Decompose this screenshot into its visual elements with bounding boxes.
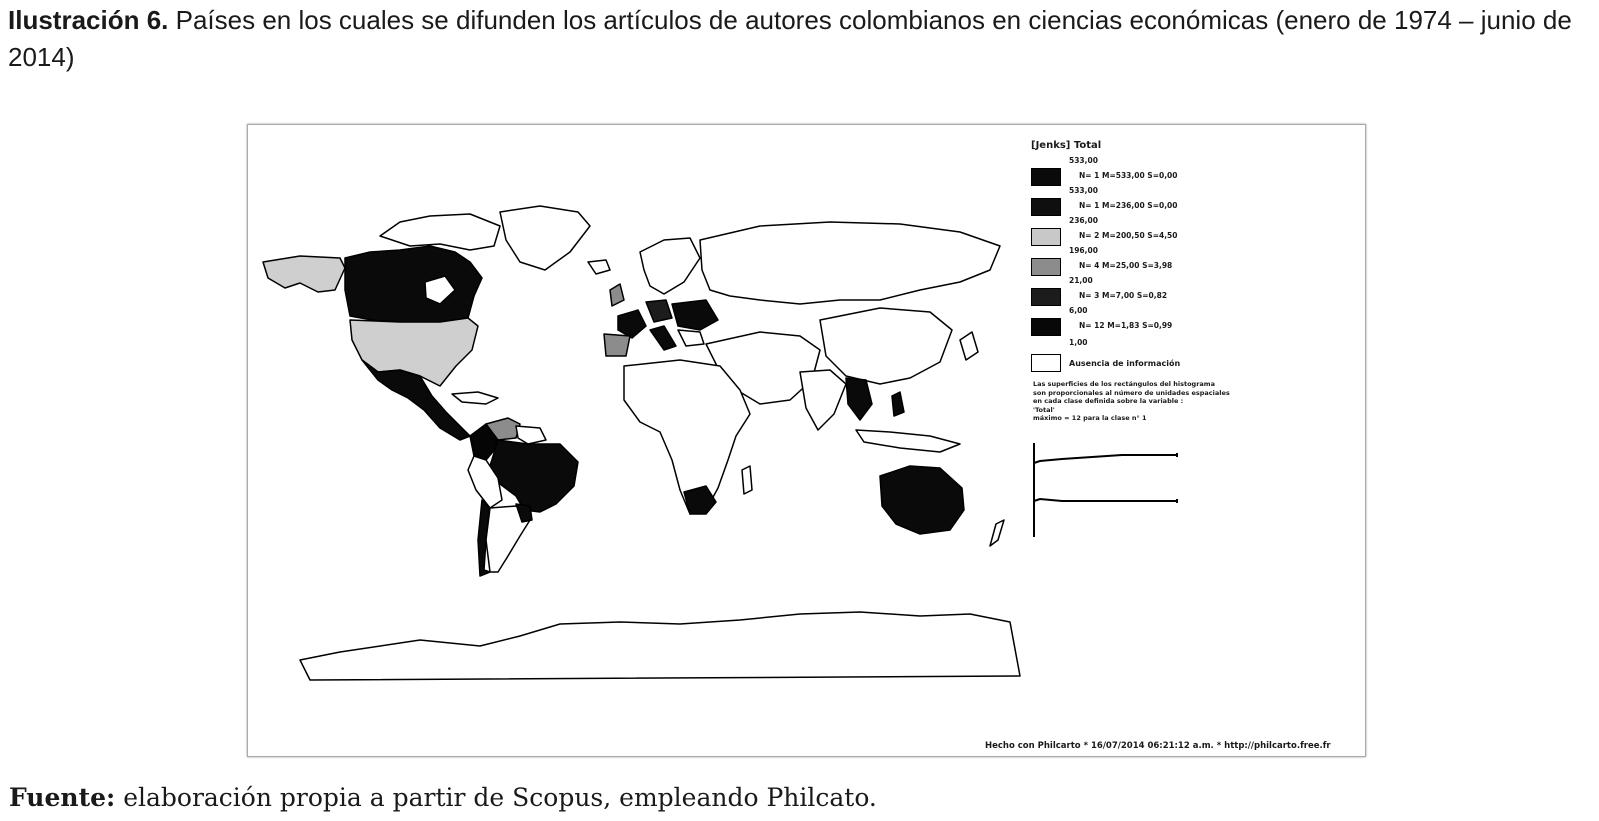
legend-class-4-stats: N= 4 M=25,00 S=3,98 (1079, 261, 1173, 270)
legend-class-6-stats: N= 12 M=1,83 S=0,99 (1079, 321, 1173, 330)
source-label: Fuente: (9, 783, 116, 812)
legend-class-5 (1031, 276, 1351, 320)
legend-absent-label: Ausencia de información (1069, 359, 1181, 368)
region-uk (610, 284, 624, 306)
legend-class-6 (1031, 306, 1351, 350)
legend-lower-bound: 1,00 (1069, 338, 1088, 347)
legend-class-5-swatch (1031, 288, 1061, 306)
legend-class-1-upper: 533,00 (1069, 156, 1098, 165)
legend-class-2-swatch (1031, 198, 1061, 216)
region-russia (700, 222, 1000, 304)
legend-note (1033, 380, 1273, 423)
legend-note-line: máximo = 12 para la clase n° 1 (1033, 414, 1147, 422)
region-iceland (588, 260, 610, 274)
legend-absent-swatch (1031, 354, 1061, 372)
legend-note-line: Las superficies de los rectángulos del histograma (1033, 380, 1215, 388)
legend-class-5-upper: 21,00 (1069, 276, 1093, 285)
region-scandinavia (640, 238, 700, 294)
region-india (800, 370, 846, 430)
legend-class-2-stats: N= 1 M=236,00 S=0,00 (1079, 201, 1178, 210)
legend-class-2-upper: 533,00 (1069, 186, 1098, 195)
legend-note-line: en cada clase definida sobre la variable : (1033, 397, 1184, 405)
region-caribbean (452, 392, 498, 404)
map-credit: Hecho con Philcarto * 16/07/2014 06:21:12 a.m. * http://philcarto.free.fr (985, 741, 1331, 751)
legend-class-6-swatch (1031, 318, 1061, 336)
legend-histogram (1032, 441, 1182, 541)
region-antarctica (300, 612, 1020, 680)
region-guianas (516, 426, 546, 444)
legend-class-5-stats: N= 3 M=7,00 S=0,82 (1079, 291, 1168, 300)
legend-class-3-upper: 236,00 (1069, 216, 1098, 225)
caption-label: Ilustración 6. (8, 5, 169, 35)
region-italy (650, 326, 676, 350)
region-madagascar (742, 466, 752, 494)
region-philippines (892, 392, 904, 416)
legend-class-1-swatch (1031, 168, 1061, 186)
source-text: elaboración propia a partir de Scopus, empleando Philcato. (115, 783, 877, 812)
legend-class-3-swatch (1031, 228, 1061, 246)
region-new-zealand (990, 520, 1004, 546)
region-arctic-islands (380, 214, 500, 250)
region-balkans (678, 330, 704, 346)
region-canada (345, 246, 482, 322)
region-brazil (490, 440, 578, 512)
legend-note-line: 'Total' (1033, 405, 1055, 414)
region-china (820, 308, 952, 384)
legend-class-6-upper: 6,00 (1069, 306, 1088, 315)
legend-class-2 (1031, 186, 1351, 230)
region-alaska (263, 256, 345, 292)
region-france (618, 310, 646, 338)
region-germany (646, 300, 672, 322)
figure-source (9, 783, 877, 812)
legend-class-1-stats: N= 1 M=533,00 S=0,00 (1079, 171, 1178, 180)
legend-class-3 (1031, 216, 1351, 260)
legend-note-line: son proporcionales al número de unidades espaciales (1033, 388, 1230, 397)
region-japan (960, 332, 978, 360)
region-australia (880, 466, 964, 534)
legend-title: [Jenks] Total (1031, 140, 1102, 151)
region-eastern-europe (672, 300, 718, 330)
legend-class-4-swatch (1031, 258, 1061, 276)
legend-class-4-upper: 196,00 (1069, 246, 1098, 255)
region-southeast-asia (846, 378, 872, 420)
caption-text: Países en los cuales se difunden los artículos de autores colombianos en ciencias económicas (enero de 1974 – junio de 2014) (8, 5, 1572, 72)
legend-class-1 (1031, 156, 1351, 200)
legend-class-3-stats: N= 2 M=200,50 S=4,50 (1079, 231, 1178, 240)
region-greenland (500, 206, 590, 270)
region-indonesia (856, 430, 960, 452)
legend-class-4 (1031, 246, 1351, 290)
region-iberia (604, 334, 630, 356)
